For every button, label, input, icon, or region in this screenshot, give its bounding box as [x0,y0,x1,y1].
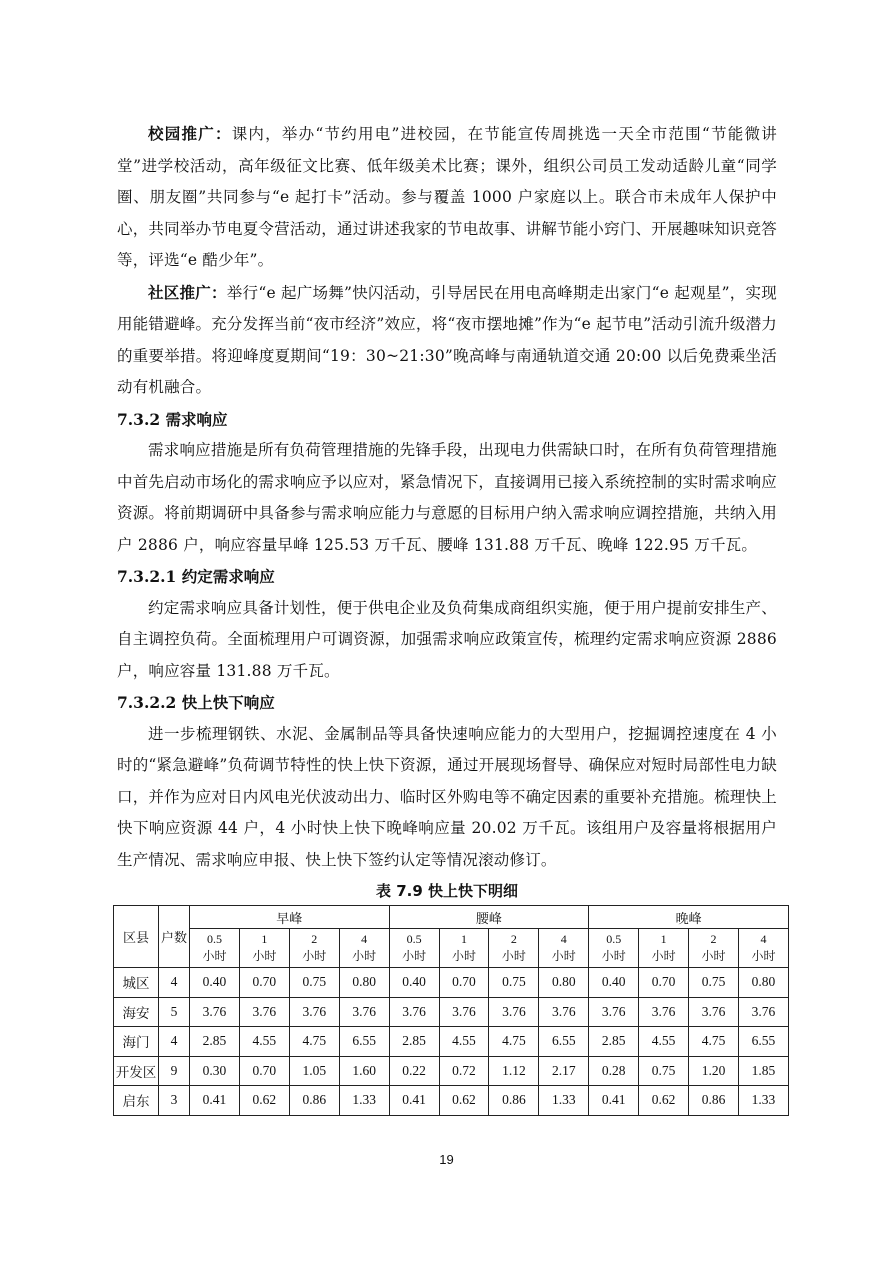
value-cell: 3.76 [439,997,489,1027]
value-cell: 0.28 [589,1056,639,1086]
duration-header [689,929,739,968]
value-cell: 1.33 [738,1086,788,1116]
value-cell: 4.75 [689,1027,739,1057]
paragraph-campus-promotion [117,118,777,277]
fast-response-table [113,905,789,1116]
value-cell: 0.40 [589,968,639,998]
county-cell: 城区 [114,968,159,998]
value-cell: 3.76 [389,997,439,1027]
count-cell: 3 [159,1086,190,1116]
value-cell: 1.85 [738,1056,788,1086]
value-cell: 1.12 [489,1056,539,1086]
duration-unit: 小时 [352,949,377,963]
value-cell: 2.85 [190,1027,240,1057]
paragraph-label: 社区推广： [148,282,227,302]
duration-header [539,929,589,968]
table-row [114,1056,789,1086]
value-cell: 6.55 [339,1027,389,1057]
table-row [114,1027,789,1057]
duration-header [190,929,240,968]
value-cell: 3.76 [339,997,389,1027]
duration-header [639,929,689,968]
table-row [114,968,789,998]
value-cell: 0.40 [389,968,439,998]
county-cell: 海门 [114,1027,159,1057]
duration-value: 2 [311,932,318,946]
duration-unit: 小时 [701,949,726,963]
duration-unit: 小时 [551,949,576,963]
value-cell: 3.76 [489,997,539,1027]
duration-value: 4 [560,932,567,946]
duration-value: 1 [261,932,268,946]
column-header-count: 户数 [159,906,190,968]
section-heading-demand-response: 7.3.2 需求响应 [117,409,228,429]
duration-header [489,929,539,968]
duration-unit: 小时 [252,949,277,963]
duration-header [738,929,788,968]
paragraph-agreed-response: 约定需求响应具备计划性，便于供电企业及负荷集成商组织实施，便于用户提前安排生产、自主调控负荷。全面梳理用户可调资源，加强需求响应政策宣传，梳理约定需求响应资源 2886 户，响应容量 131.88 万千瓦。 [117,598,777,680]
duration-unit: 小时 [451,949,476,963]
value-cell: 2.85 [589,1027,639,1057]
value-cell: 0.75 [689,968,739,998]
value-cell: 0.86 [689,1086,739,1116]
value-cell: 0.75 [289,968,339,998]
value-cell: 0.40 [190,968,240,998]
value-cell: 3.76 [738,997,788,1027]
duration-unit: 小时 [601,949,626,963]
duration-header [289,929,339,968]
value-cell: 3.76 [539,997,589,1027]
value-cell: 0.86 [489,1086,539,1116]
value-cell: 3.76 [639,997,689,1027]
value-cell: 0.70 [239,968,289,998]
value-cell: 0.70 [639,968,689,998]
count-cell: 4 [159,968,190,998]
value-cell: 3.76 [289,997,339,1027]
value-cell: 2.85 [389,1027,439,1057]
duration-value: 2 [710,932,717,946]
duration-value: 1 [460,932,467,946]
value-cell: 0.62 [639,1086,689,1116]
value-cell: 0.62 [239,1086,289,1116]
duration-value: 0.5 [606,932,622,946]
value-cell: 0.80 [339,968,389,998]
value-cell: 4.75 [289,1027,339,1057]
value-cell: 0.70 [239,1056,289,1086]
value-cell: 0.75 [639,1056,689,1086]
value-cell: 1.20 [689,1056,739,1086]
group-header-morning-peak: 早峰 [190,906,390,929]
duration-value: 1 [660,932,667,946]
value-cell: 0.41 [190,1086,240,1116]
count-cell: 5 [159,997,190,1027]
value-cell: 4.55 [239,1027,289,1057]
value-cell: 1.60 [339,1056,389,1086]
duration-header [339,929,389,968]
value-cell: 0.72 [439,1056,489,1086]
sub-header-row [114,929,789,968]
county-cell: 开发区 [114,1056,159,1086]
duration-unit: 小时 [302,949,327,963]
duration-header [589,929,639,968]
paragraph-demand-response: 需求响应措施是所有负荷管理措施的先锋手段，出现电力供需缺口时，在所有负荷管理措施中首先启动市场化的需求响应予以应对，紧急情况下，直接调用已接入系统控制的实时需求响应资源。将前期调研中具备参与需求响应能力与意愿的目标用户纳入需求响应调控措施，共纳入用户 2886 户，响应容量早峰 125.53 万千瓦、腰峰 131.88 万千瓦、晚峰 122.95 万千瓦。 [117,441,777,554]
duration-unit: 小时 [501,949,526,963]
value-cell: 3.76 [589,997,639,1027]
value-cell: 0.41 [589,1086,639,1116]
value-cell: 4.55 [439,1027,489,1057]
duration-header [239,929,289,968]
count-cell: 4 [159,1027,190,1057]
duration-value: 2 [510,932,517,946]
column-header-county: 区县 [114,906,159,968]
duration-unit: 小时 [202,949,227,963]
county-cell: 海安 [114,997,159,1027]
paragraph-text: 举行“e 起广场舞”快闪活动，引导居民在用电高峰期走出家门“e 起观星”，实现用能错避峰。充分发挥当前“夜市经济”效应，将“夜市摆地摊”作为“e 起节电”活动引流升级潜力的重要举措。将迎峰度夏期间“19：30~21:30”晚高峰与南通轨道交通 20:00 以后免费乘坐活动有机融合。 [117,283,777,396]
group-header-midday-peak: 腰峰 [389,906,589,929]
paragraph-label: 校园推广： [148,124,232,143]
value-cell: 1.05 [289,1056,339,1086]
group-header-evening-peak: 晚峰 [589,906,789,929]
section-heading-fast-response: 7.3.2.2 快上快下响应 [117,693,275,712]
value-cell: 0.41 [389,1086,439,1116]
paragraph-community-promotion [117,277,777,404]
table-row [114,997,789,1027]
value-cell: 0.22 [389,1056,439,1086]
table-caption: 表 7.9 快上快下明细 [375,882,519,900]
page-content [117,118,777,1116]
value-cell: 6.55 [738,1027,788,1057]
value-cell: 0.30 [190,1056,240,1086]
paragraph-text: 课内，举办“节约用电”进校园，在节能宣传周挑选一天全市范围“节能微讲堂”进学校活动，高年级征文比赛、低年级美术比赛；课外，组织公司员工发动适龄儿童“同学圈、朋友圈”共同参与“e 起打卡”活动。参与覆盖 1000 户家庭以上。联合市未成年人保护中心，共同举办节电夏令营活动，通过讲述我家的节电故事、讲解节能小窍门、开展趣味知识竞答等，评选“e 酷少年”。 [117,125,777,269]
count-cell: 9 [159,1056,190,1086]
value-cell: 0.86 [289,1086,339,1116]
value-cell: 1.33 [539,1086,589,1116]
duration-value: 4 [760,932,767,946]
value-cell: 6.55 [539,1027,589,1057]
duration-header [389,929,439,968]
value-cell: 3.76 [190,997,240,1027]
duration-unit: 小时 [751,949,776,963]
duration-value: 4 [361,932,368,946]
value-cell: 0.70 [439,968,489,998]
county-cell: 启东 [114,1086,159,1116]
paragraph-fast-response: 进一步梳理钢铁、水泥、金属制品等具备快速响应能力的大型用户，挖掘调控速度在 4 小时的“紧急避峰”负荷调节特性的快上快下资源，通过开展现场督导、确保应对短时局部性电力缺口，并作为应对日内风电光伏波动出力、临时区外购电等不确定因素的重要补充措施。梳理快上快下响应资源 44 户，4 小时快上快下晚峰响应量 20.02 万千瓦。该组用户及容量将根据用户生产情况、需求响应申报、快上快下签约认定等情况滚动修订。 [117,724,777,869]
duration-value: 0.5 [406,932,422,946]
value-cell: 0.80 [738,968,788,998]
value-cell: 3.76 [239,997,289,1027]
table-row [114,1086,789,1116]
duration-unit: 小时 [651,949,676,963]
table-body [114,968,789,1116]
value-cell: 4.55 [639,1027,689,1057]
duration-header [439,929,489,968]
value-cell: 0.62 [439,1086,489,1116]
value-cell: 4.75 [489,1027,539,1057]
value-cell: 1.33 [339,1086,389,1116]
duration-unit: 小时 [402,949,427,963]
duration-value: 0.5 [206,932,222,946]
value-cell: 3.76 [689,997,739,1027]
value-cell: 2.17 [539,1056,589,1086]
page-number: 19 [439,1152,454,1167]
value-cell: 0.80 [539,968,589,998]
value-cell: 0.75 [489,968,539,998]
section-heading-agreed-response: 7.3.2.1 约定需求响应 [117,567,275,586]
